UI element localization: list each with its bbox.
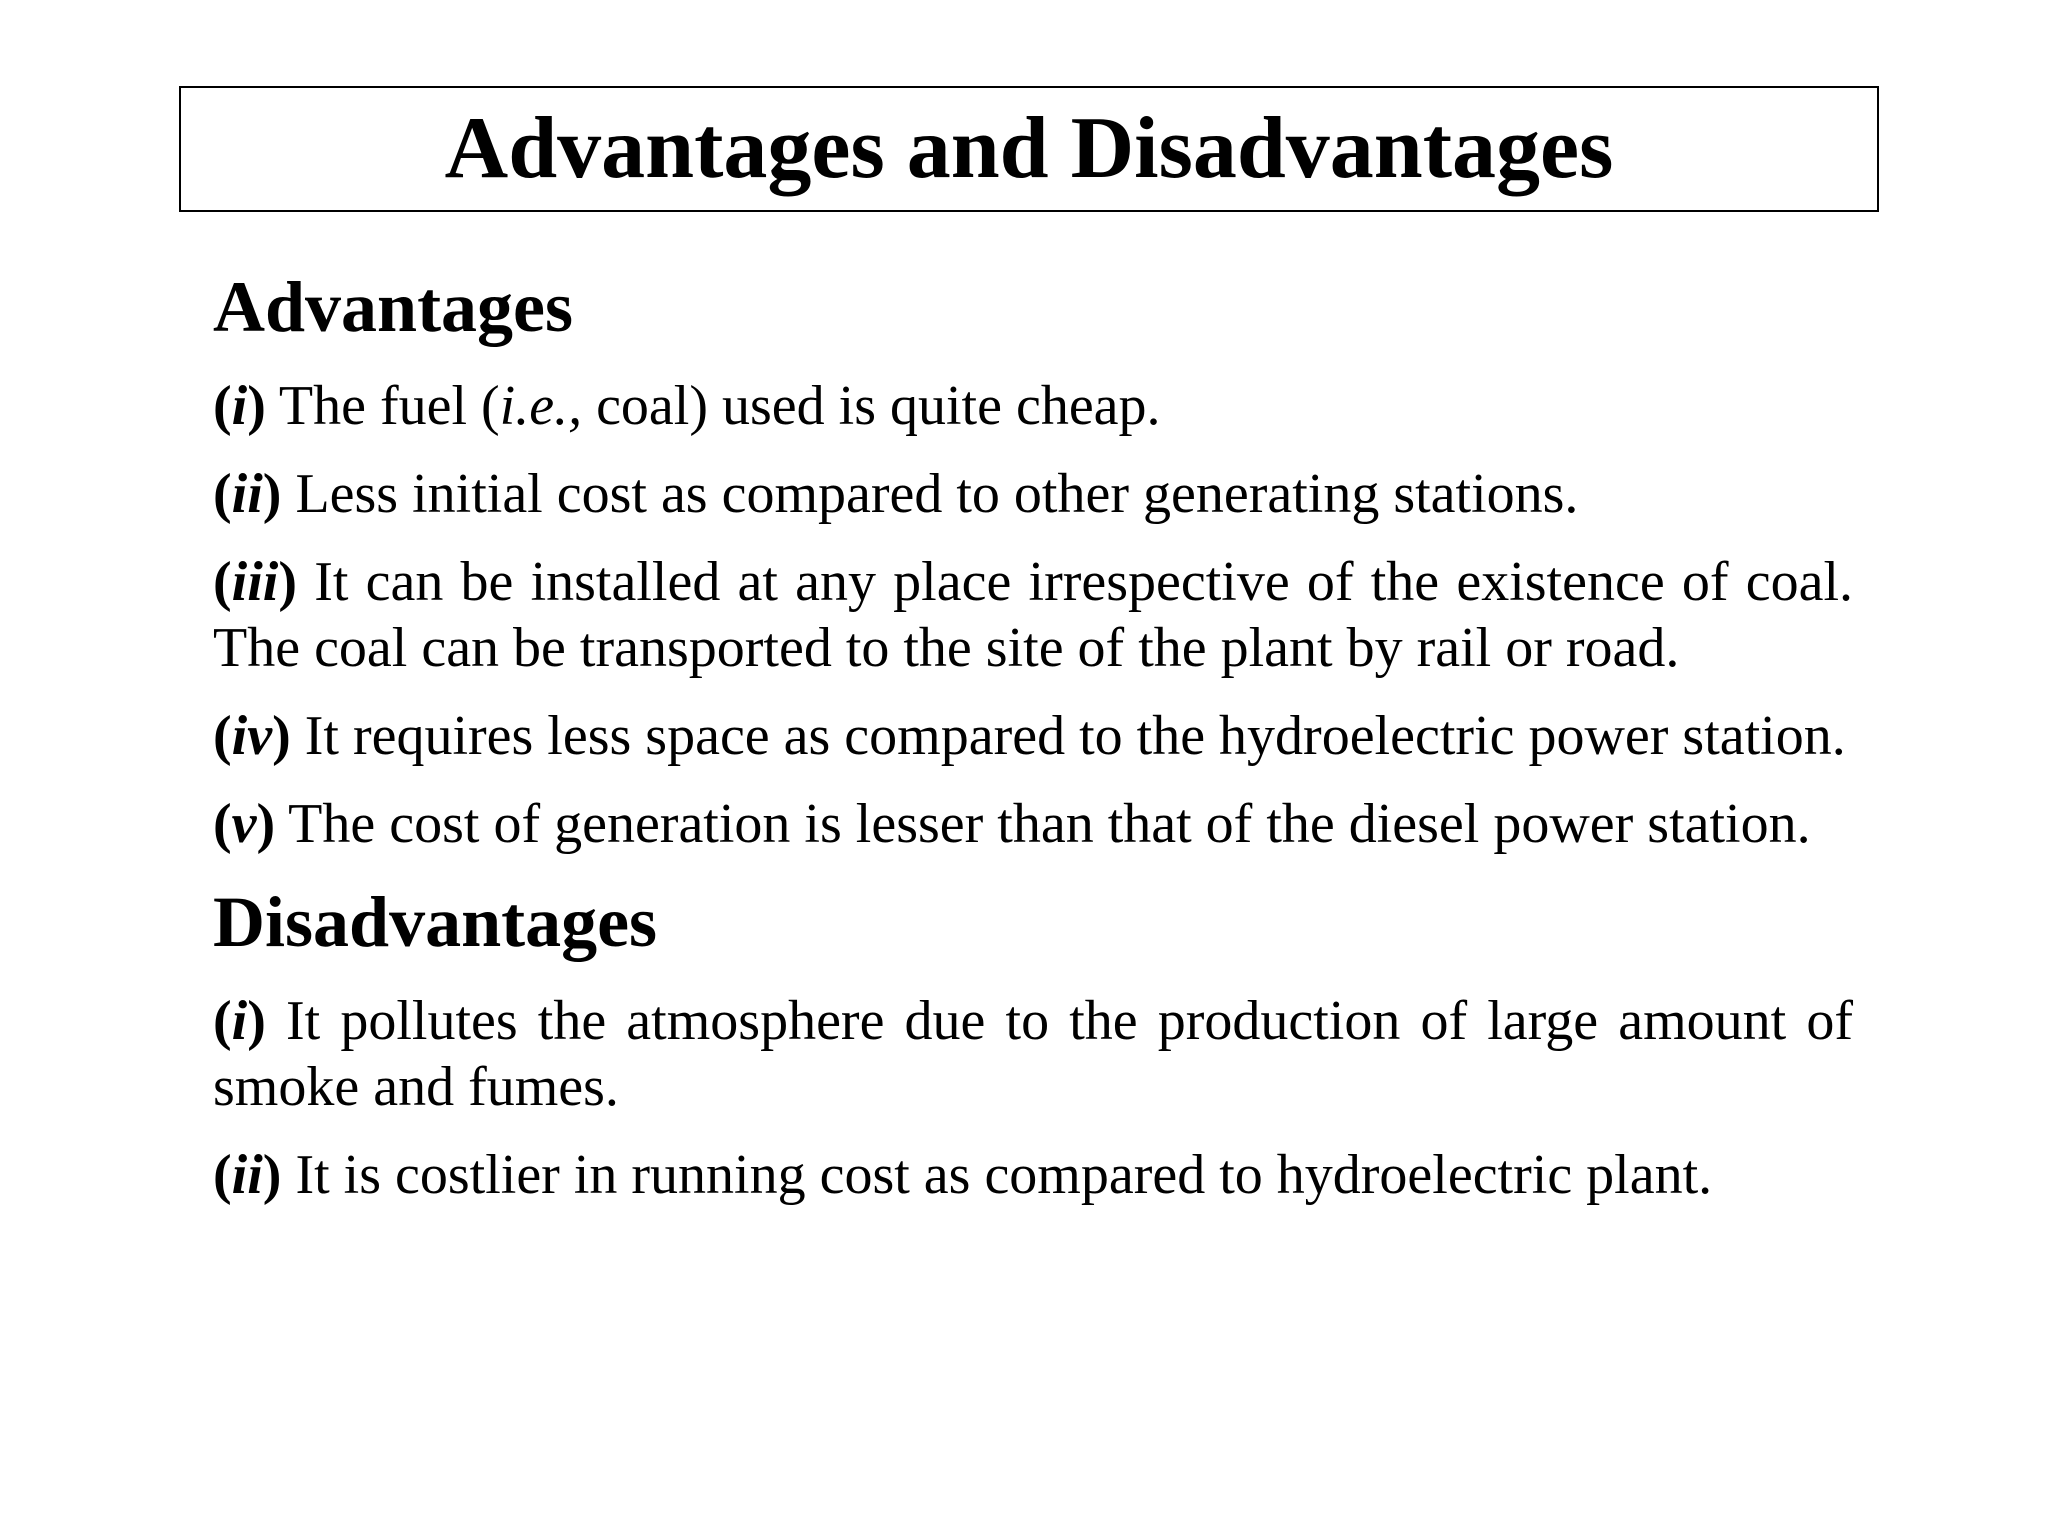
title-box <box>179 86 1879 212</box>
page-title: Advantages and Disadvantages <box>444 100 1614 197</box>
advantage-item-1 <box>213 373 1853 439</box>
advantage-item-5 <box>213 791 1853 857</box>
item-text: The cost of generation is lesser than that of the diesel power station. <box>288 793 1811 856</box>
item-marker: (ii) <box>213 1144 282 1207</box>
advantage-item-2 <box>213 461 1853 527</box>
advantages-heading: Advantages <box>213 267 574 347</box>
item-text-italic: i.e., <box>499 375 583 438</box>
content-area <box>213 268 1853 1230</box>
advantage-item-3 <box>213 549 1853 681</box>
item-marker: (ii) <box>213 463 282 526</box>
item-text-before: The fuel ( <box>278 375 500 438</box>
disadvantage-item-1 <box>213 988 1853 1120</box>
item-marker: (iii) <box>213 551 297 614</box>
item-text: It can be installed at any place irrespective of the existence of coal. The coal can be transported to the site of the plant by rail or road. <box>213 551 1854 680</box>
item-marker: (i) <box>213 990 266 1053</box>
item-text: It requires less space as compared to the hydroelectric power station. <box>304 705 1846 768</box>
item-marker: (iv) <box>213 705 291 768</box>
item-text-after: coal) used is quite cheap. <box>582 375 1161 438</box>
disadvantage-item-2 <box>213 1142 1853 1208</box>
item-marker: (i) <box>213 375 266 438</box>
item-marker: (v) <box>213 793 276 856</box>
item-text: It is costlier in running cost as compared to hydroelectric plant. <box>295 1144 1713 1207</box>
advantage-item-4 <box>213 703 1853 769</box>
item-text: Less initial cost as compared to other generating stations. <box>295 463 1579 526</box>
disadvantages-heading: Disadvantages <box>213 882 658 963</box>
item-text: It pollutes the atmosphere due to the production of large amount of smoke and fumes. <box>213 990 1853 1119</box>
